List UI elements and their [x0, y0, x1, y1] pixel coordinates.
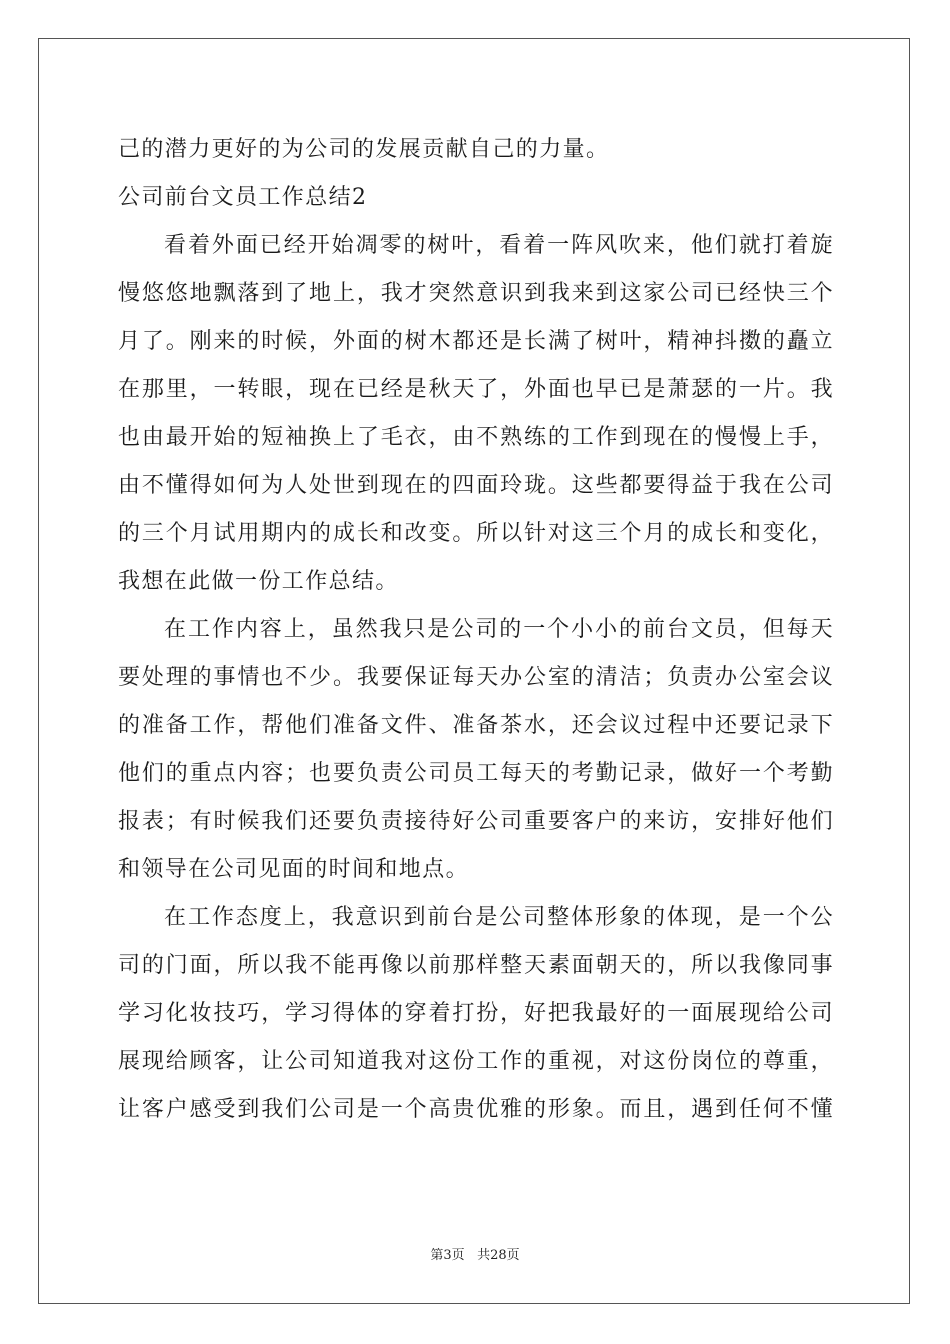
paragraph-line: 他们的重点内容；也要负责公司员工每天的考勤记录，做好一个考勤 [118, 761, 834, 786]
paragraph-line: 月了。刚来的时候，外面的树木都还是长满了树叶，精神抖擞的矗立 [118, 329, 834, 354]
paragraph-line: 的准备工作，帮他们准备文件、准备茶水，还会议过程中还要记录下 [118, 713, 834, 738]
page-footer [0, 1244, 950, 1263]
paragraph-line: 要处理的事情也不少。我要保证每天办公室的清洁；负责办公室会议 [118, 665, 834, 690]
section-heading: 公司前台文员工作总结2 [118, 185, 368, 210]
page-total: 共28页 [477, 1248, 520, 1263]
paragraph-line: 我想在此做一份工作总结。 [118, 569, 399, 594]
paragraph-line: 学习化妆技巧，学习得体的穿着打扮，好把我最好的一面展现给公司 [118, 1001, 834, 1026]
paragraph-line: 的三个月试用期内的成长和改变。所以针对这三个月的成长和变化， [118, 521, 834, 546]
paragraph-line: 也由最开始的短袖换上了毛衣，由不熟练的工作到现在的慢慢上手， [118, 425, 834, 450]
paragraph-line: 看着外面已经开始凋零的树叶，看着一阵风吹来，他们就打着旋 [164, 233, 834, 258]
paragraph-line: 在工作内容上，虽然我只是公司的一个小小的前台文员，但每天 [164, 617, 834, 642]
paragraph-line: 己的潜力更好的为公司的发展贡献自己的力量。 [118, 137, 610, 162]
paragraph-line: 司的门面，所以我不能再像以前那样整天素面朝天的，所以我像同事 [118, 953, 834, 978]
document-body [118, 126, 834, 1134]
paragraph-line: 展现给顾客，让公司知道我对这份工作的重视，对这份岗位的尊重， [118, 1049, 834, 1074]
paragraph-line: 和领导在公司见面的时间和地点。 [118, 857, 470, 882]
paragraph-line: 慢悠悠地飘落到了地上，我才突然意识到我来到这家公司已经快三个 [118, 281, 834, 306]
paragraph-line: 在那里，一转眼，现在已经是秋天了，外面也早已是萧瑟的一片。我 [118, 377, 834, 402]
paragraph-line: 报表；有时候我们还要负责接待好公司重要客户的来访，安排好他们 [118, 809, 834, 834]
paragraph-line: 由不懂得如何为人处世到现在的四面玲珑。这些都要得益于我在公司 [118, 473, 834, 498]
paragraph-line: 在工作态度上，我意识到前台是公司整体形象的体现，是一个公 [164, 905, 834, 930]
page-number: 第3页 [430, 1248, 465, 1263]
paragraph-line: 让客户感受到我们公司是一个高贵优雅的形象。而且，遇到任何不懂 [118, 1097, 834, 1122]
